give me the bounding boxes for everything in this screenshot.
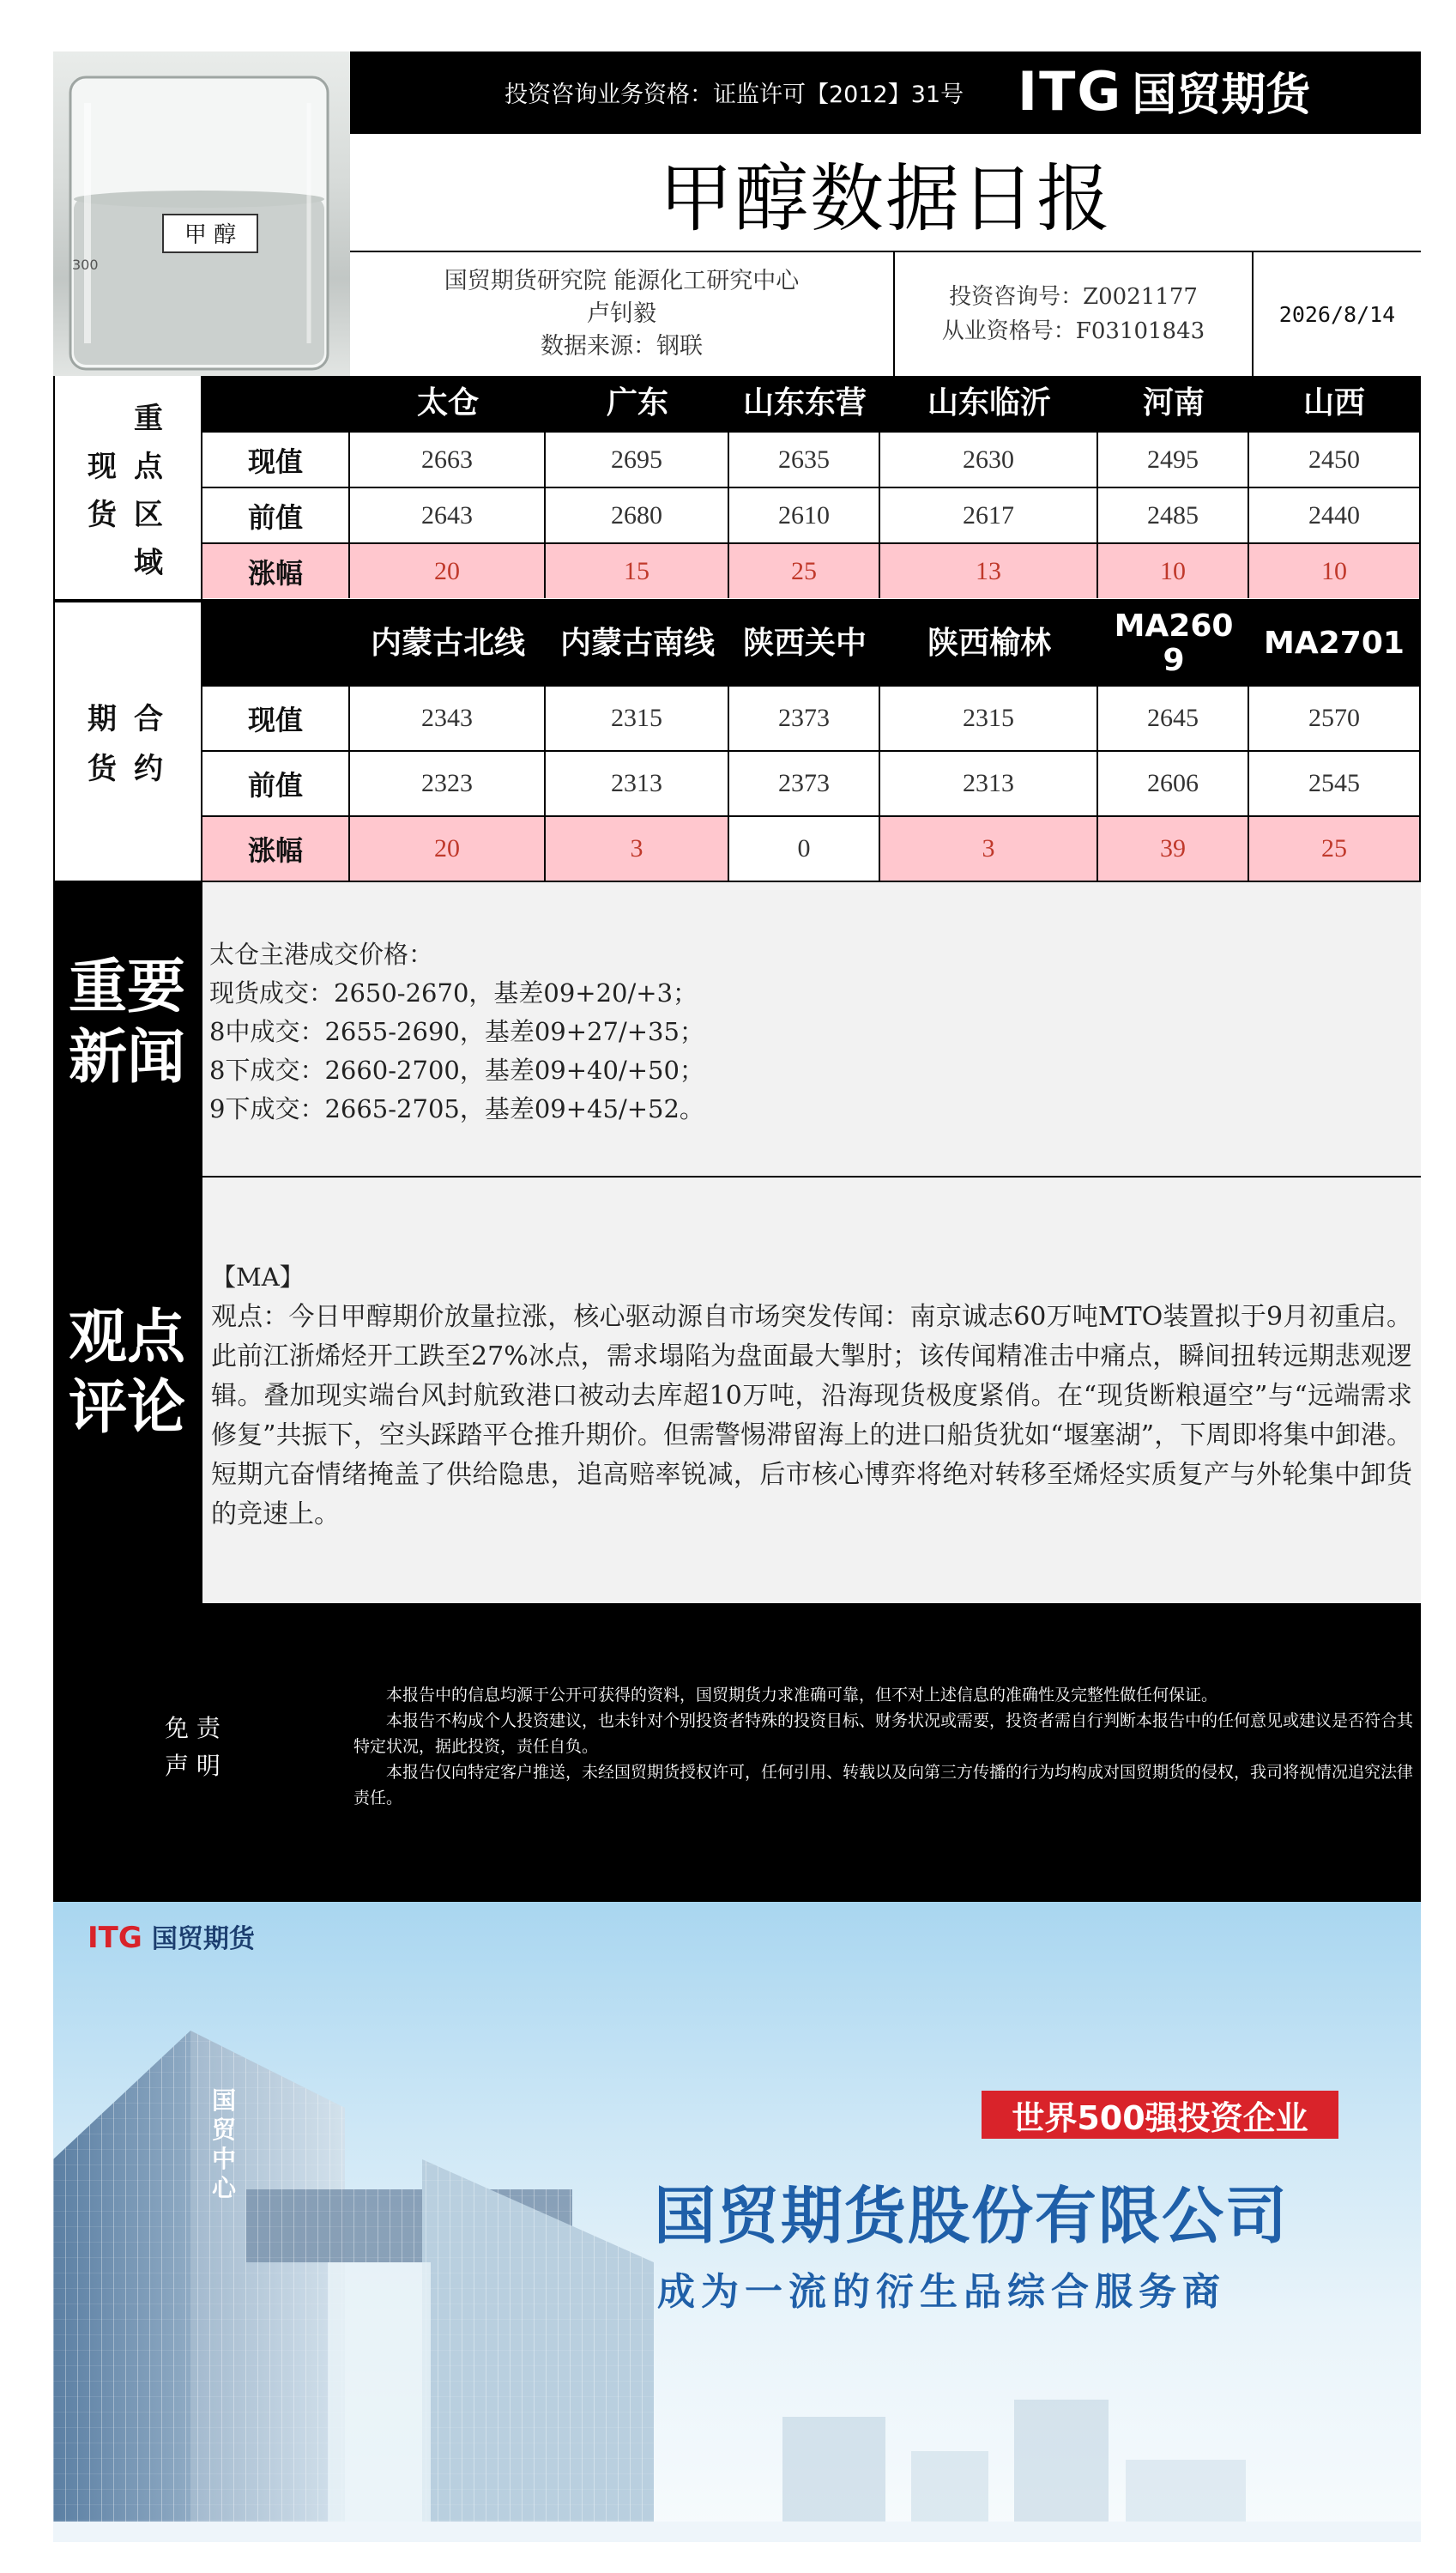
news-line: 9下成交：2665-2705，基差09+45/+52。 xyxy=(209,1094,704,1123)
spot-cell: 10 xyxy=(1249,542,1419,598)
futures-cell: 2545 xyxy=(1249,750,1419,815)
news-line: 8中成交：2655-2690，基差09+27/+35； xyxy=(209,1017,704,1046)
futures-side-char: 约 xyxy=(134,752,163,786)
spot-side-char: 点 xyxy=(134,450,163,484)
futures-cell: 2315 xyxy=(880,685,1098,750)
banner-logo xyxy=(88,1917,255,1955)
futures-cell: 2645 xyxy=(1098,685,1249,750)
brand-itg: ITG xyxy=(1018,60,1123,123)
view-label-line1: 观点 xyxy=(68,1304,185,1371)
futures-col-header: 陕西关中 xyxy=(742,626,867,662)
author-block xyxy=(350,252,895,376)
brand-cn: 国贸期货 xyxy=(1132,70,1311,121)
spot-cell: 2450 xyxy=(1249,431,1419,487)
futures-cell: 20 xyxy=(350,815,546,881)
report-date: 2026/8/14 xyxy=(1278,301,1396,327)
futures-side-char: 货 xyxy=(88,752,117,786)
view-label-line2: 评论 xyxy=(68,1374,185,1442)
disclaimer-label-line2: 声 明 xyxy=(165,1752,221,1780)
futures-col-header: 内蒙古北线 xyxy=(370,626,525,662)
news-box xyxy=(202,882,1421,1178)
news-lines xyxy=(209,935,704,1129)
futures-side-char: 合 xyxy=(134,702,163,736)
methanol-beaker-photo xyxy=(53,51,350,376)
futures-cell: 3 xyxy=(546,815,729,881)
disclaimer-section xyxy=(53,1603,1421,1902)
spot-col-header: 河南 xyxy=(1142,385,1205,421)
building-sign: 国贸中心 xyxy=(212,2086,237,2202)
spot-cell: 15 xyxy=(546,542,729,598)
company-slogan: 成为一流的衍生品综合服务商 xyxy=(657,2270,1226,2314)
news-label-line2: 新闻 xyxy=(68,1024,185,1092)
news-label-line1: 重要 xyxy=(68,954,185,1021)
disclaimer-p2: 本报告不构成个人投资建议，也未针对个别投资者特殊的投资目标、财务状况或需要，投资者需自行判断本报告中的任何意见或建议是否符合其特定状况，据此投资，责任自负。 xyxy=(353,1711,1414,1756)
view-box xyxy=(202,1178,1421,1603)
disclaimer-label xyxy=(165,1710,221,1785)
header-brand xyxy=(1018,58,1310,123)
futures-cell: 2373 xyxy=(729,685,880,750)
view-tag: 【MA】 xyxy=(211,1262,305,1292)
spot-cell: 2663 xyxy=(350,431,546,487)
title-box xyxy=(350,134,1421,251)
spot-row-label: 涨幅 xyxy=(202,542,350,598)
qualification-number: 从业资格号：F03101843 xyxy=(941,318,1205,344)
futures-row-label: 现值 xyxy=(202,685,350,750)
futures-cell: 2373 xyxy=(729,750,880,815)
spot-col-header: 太仓 xyxy=(416,385,479,421)
spot-cell: 2610 xyxy=(729,487,880,542)
futures-col-header: MA2701 xyxy=(1264,626,1405,662)
futures-cell: 2570 xyxy=(1249,685,1419,750)
spot-cell: 20 xyxy=(350,542,546,598)
license-block xyxy=(895,252,1254,376)
disclaimer-p1: 本报告中的信息均源于公开可获得的资料，国贸期货力求准确可靠，但不对上述信息的准确性及完整性做任何保证。 xyxy=(386,1686,1218,1704)
beaker-icon xyxy=(53,51,350,376)
disclaimer-p3: 本报告仅向特定客户推送，未经国贸期货授权许可，任何引用、转载以及向第三方传播的行为均构成对国贸期货的侵权，我司将视情况追究法律责任。 xyxy=(353,1763,1414,1807)
news-line: 现货成交：2650-2670，基差09+20/+3； xyxy=(209,978,698,1008)
spot-side-char: 现 xyxy=(88,450,117,484)
view-section xyxy=(53,1178,1421,1603)
license-text: 投资咨询业务资格：证监许可【2012】31号 xyxy=(504,82,964,108)
spot-col-header: 广东 xyxy=(606,385,668,421)
futures-cell: 2323 xyxy=(350,750,546,815)
futures-row-label: 涨幅 xyxy=(202,815,350,881)
spot-row-label: 现值 xyxy=(202,431,350,487)
news-line: 8下成交：2660-2700，基差09+40/+50； xyxy=(209,1056,704,1085)
spot-cell: 2495 xyxy=(1098,431,1249,487)
spot-cell: 2635 xyxy=(729,431,880,487)
futures-col-header: 陕西榆林 xyxy=(927,626,1051,662)
spot-cell: 2643 xyxy=(350,487,546,542)
futures-cell: 3 xyxy=(880,815,1098,881)
futures-row-label: 前值 xyxy=(202,750,350,815)
beaker-label: 甲 醇 xyxy=(184,222,237,248)
news-section xyxy=(53,882,1421,1178)
spot-side-char: 货 xyxy=(88,498,117,532)
disclaimer-label-line1: 免 责 xyxy=(165,1714,221,1742)
spot-side-char: 重 xyxy=(134,402,163,436)
view-body: 观点：今日甲醇期价放量拉涨，核心驱动源自市场突发传闻：南京诚志60万吨MTO装置拟于9月初重启。此前江浙烯烃开工跌至27%冰点，需求塌陷为盘面最大掣肘；该传闻精准击中痛点，瞬间扭转远期悲观逻辑。叠加现实端台风封航致港口被动去库超10万吨，沿海现货极度紧俏。在“现货断粮逼空”与“远端需求修复”共振下，空头踩踏平仓推升期价。但需警惕滞留海上的进口船货犹如“堰塞湖”，下周即将集中卸港。短期亢奋情绪掩盖了供给隐患，追高赔率锐减，后市核心博弈将绝对转移至烯烃实质复产与外轮集中卸货的竞速上。 xyxy=(211,1302,1412,1529)
futures-cell: 39 xyxy=(1098,815,1249,881)
futures-col-header: 内蒙古南线 xyxy=(559,626,715,662)
spot-cell: 2695 xyxy=(546,431,729,487)
spot-cell: 2680 xyxy=(546,487,729,542)
news-label xyxy=(53,953,201,1093)
futures-cell: 2313 xyxy=(546,750,729,815)
futures-side-char: 期 xyxy=(88,702,117,736)
banner-logo-cn: 国贸期货 xyxy=(151,1924,255,1954)
fortune500-badge: 世界500强投资企业 xyxy=(982,2091,1338,2139)
spot-col-header: 山西 xyxy=(1302,385,1365,421)
futures-table xyxy=(53,601,1421,882)
page-title: 甲醇数据日报 xyxy=(659,156,1112,242)
futures-cell: 2315 xyxy=(546,685,729,750)
spot-cell: 2440 xyxy=(1249,487,1419,542)
consult-number: 投资咨询号：Z0021177 xyxy=(949,284,1198,310)
spot-cell: 2485 xyxy=(1098,487,1249,542)
futures-cell: 2343 xyxy=(350,685,546,750)
futures-side-label xyxy=(55,602,202,881)
spot-col-header: 山东东营 xyxy=(742,385,867,421)
spot-side-char: 域 xyxy=(134,546,163,580)
spot-table xyxy=(53,376,1421,601)
beaker-mark: 300 xyxy=(72,257,99,273)
report-header xyxy=(53,51,1421,376)
view-label xyxy=(53,1303,201,1444)
futures-col-header: MA2609 xyxy=(1114,608,1234,678)
spot-cell: 25 xyxy=(729,542,880,598)
futures-cell: 0 xyxy=(729,815,880,881)
banner-logo-itg: ITG xyxy=(88,1921,142,1955)
futures-cell: 2606 xyxy=(1098,750,1249,815)
info-row xyxy=(350,251,1421,376)
futures-cell: 25 xyxy=(1249,815,1419,881)
spot-side-label xyxy=(55,376,202,599)
news-line: 太仓主港成交价格： xyxy=(209,940,434,969)
disclaimer-text xyxy=(353,1682,1416,1811)
license-band xyxy=(350,51,1421,134)
spot-row-label: 前值 xyxy=(202,487,350,542)
spot-side-char: 区 xyxy=(134,498,163,532)
institute: 国贸期货研究院 能源化工研究中心 xyxy=(444,268,800,294)
analyst-name: 卢钊毅 xyxy=(587,300,656,327)
futures-cell: 2313 xyxy=(880,750,1098,815)
company-banner xyxy=(53,1902,1421,2542)
company-name: 国贸期货股份有限公司 xyxy=(654,2180,1290,2252)
spot-col-header: 山东临沂 xyxy=(927,385,1051,421)
spot-cell: 10 xyxy=(1098,542,1249,598)
spot-cell: 2630 xyxy=(880,431,1098,487)
spot-cell: 13 xyxy=(880,542,1098,598)
data-source: 数据来源：钢联 xyxy=(541,333,703,360)
spot-cell: 2617 xyxy=(880,487,1098,542)
